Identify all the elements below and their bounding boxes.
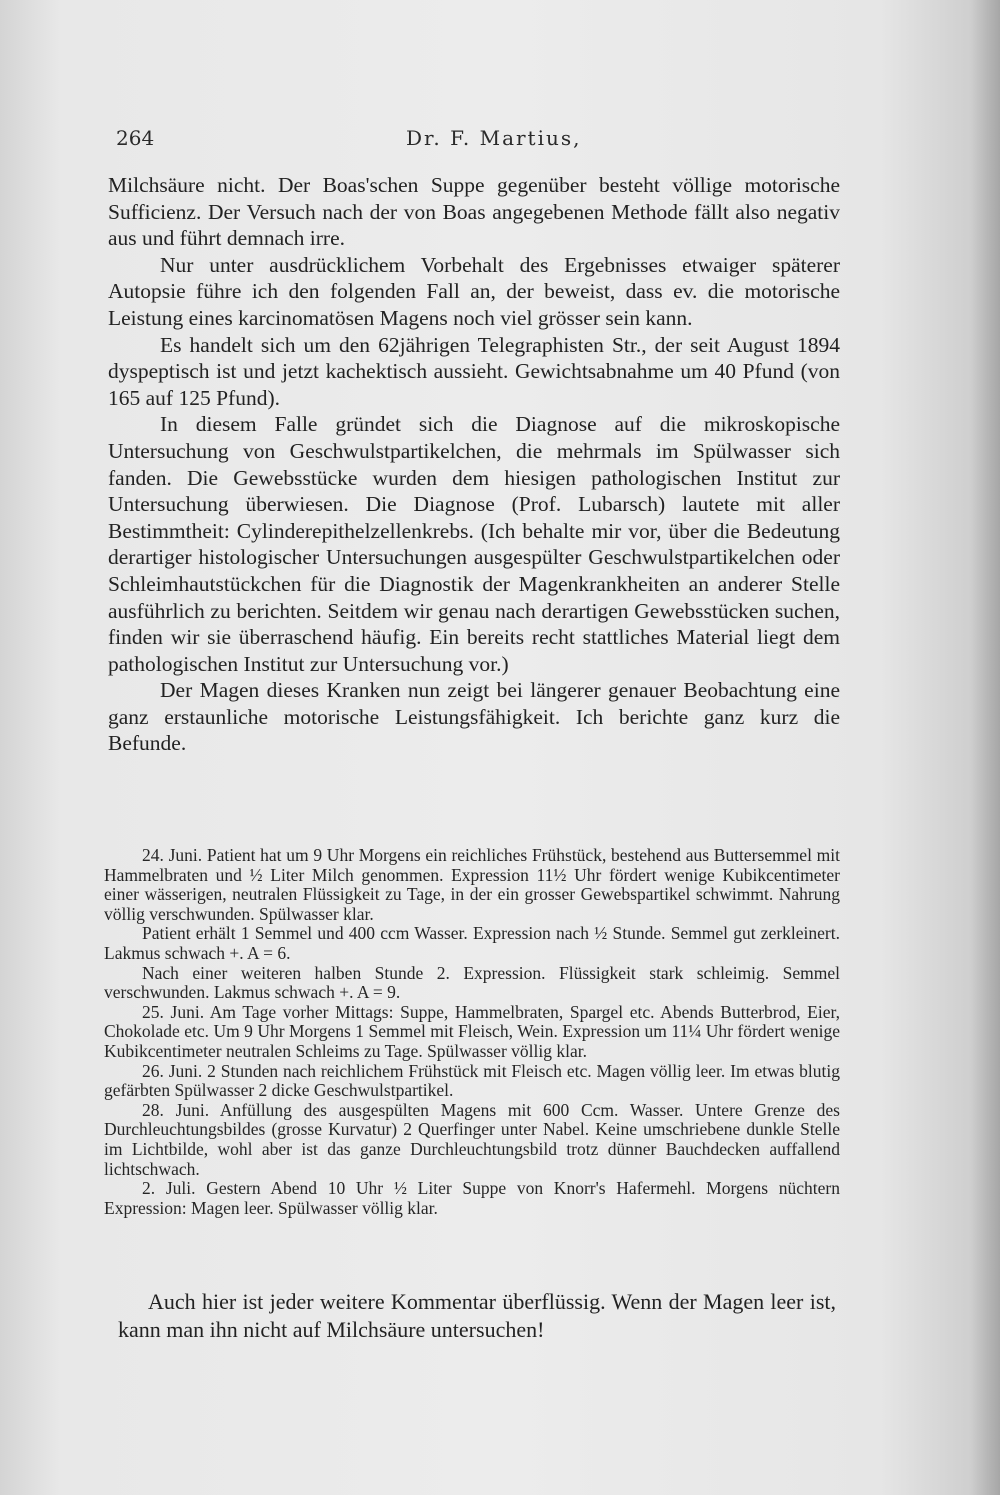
main-text bbox=[108, 172, 840, 757]
running-head: Dr. F. Martius, bbox=[406, 126, 582, 150]
page-number: 264 bbox=[116, 126, 155, 150]
paragraph: Nur unter ausdrücklichem Vorbehalt des Ergebnisses etwaiger späterer Autopsie führe ich den folgenden Fall an, der beweist, dass ev. die motorische Leistung eines karcinomatösen Magens noch viel grösser sein kann. bbox=[108, 252, 840, 330]
protocol-entry: Nach einer weiteren halben Stunde 2. Expression. Flüssigkeit stark schleimig. Semmel verschwunden. Lakmus schwach +. A = 9. bbox=[104, 962, 840, 1003]
case-protocol bbox=[104, 846, 840, 1218]
paragraph: Der Magen dieses Kranken nun zeigt bei längerer genauer Beobachtung eine ganz erstaunliche motorische Leistungsfähigkeit. Ich berichte ganz kurz die Befunde. bbox=[108, 678, 840, 756]
protocol-entry: 25. Juni. Am Tage vorher Mittags: Suppe, Hammelbraten, Spargel etc. Abends Butterbrod, Eier, Chokolade etc. Um 9 Uhr Morgens 1 Semmel mit Fleisch, Wein. Expression um 11¼ Uhr fördert wenige Kubikcentimeter neutralen Schleims zu Tage. Spülwasser völlig klar. bbox=[104, 1001, 840, 1061]
page-edge-shadow bbox=[970, 0, 1000, 1495]
page-header bbox=[116, 126, 836, 156]
protocol-entry: 28. Juni. Anfüllung des ausgespülten Magens mit 600 Ccm. Wasser. Untere Grenze des Durchleuchtungsbildes (grosse Kurvatur) 2 Querfinger unter Nabel. Keine umschriebene dunkle Stelle im Lichtbilde, wohl aber ist das ganze Durchleuchtungsbild trotz dünner Bauchdecken auffallend lichtschwach. bbox=[104, 1099, 840, 1179]
protocol-entry: Patient erhält 1 Semmel und 400 ccm Wasser. Expression nach ½ Stunde. Semmel gut zerkleinert. Lakmus schwach +. A = 6. bbox=[104, 923, 840, 963]
paragraph: In diesem Falle gründet sich die Diagnose auf die mikroskopische Untersuchung von Geschwulstpartikelchen, die mehrmals im Spülwasser sich fanden. Die Gewebsstücke wurden dem hiesigen pathologischen Institut zur Untersuchung überwiesen. Die Diagnose (Prof. Lubarsch) lautete mit aller Bestimmtheit: Cylinderepithelzellenkrebs. (Ich behalte mir vor, über die Bedeutung derartiger histologischer Untersuchungen ausgespülter Geschwulstpartikelchen oder Schleimhautstückchen für die Diagnostik der Magenkrankheiten an anderer Stelle ausführlich zu berichten. Seitdem wir genau nach derartigen Gewebsstücken suchen, finden wir sie überraschend häufig. Ein bereits recht stattliches Material liegt dem pathologischen Institut zur Untersuchung vor.) bbox=[108, 412, 840, 676]
protocol-entry: 26. Juni. 2 Stunden nach reichlichem Frühstück mit Fleisch etc. Magen völlig leer. Im etwas blutig gefärbten Spülwasser 2 dicke Geschwulstpartikel. bbox=[104, 1060, 840, 1101]
protocol-entry: 2. Juli. Gestern Abend 10 Uhr ½ Liter Suppe von Knorr's Hafermehl. Morgens nüchtern Expression: Magen leer. Spülwasser völlig klar. bbox=[104, 1178, 840, 1218]
closing-text bbox=[118, 1288, 836, 1344]
closing-paragraph: Auch hier ist jeder weitere Kommentar überflüssig. Wenn der Magen leer ist, kann man ihn nicht auf Milchsäure untersuchen! bbox=[118, 1289, 836, 1342]
paragraph: Es handelt sich um den 62jährigen Telegraphisten Str., der seit August 1894 dyspeptisch ist und jetzt kachektisch aussieht. Gewichtsabnahme um 40 Pfund (von 165 auf 125 Pfund). bbox=[108, 332, 840, 410]
protocol-entry: 24. Juni. Patient hat um 9 Uhr Morgens ein reichliches Frühstück, bestehend aus Buttersemmel mit Hammelbraten und ½ Liter Milch genommen. Expression 11½ Uhr fördert wenige Kubikcentimeter einer wässerigen, neutralen Flüssigkeit zu Tage, in der ein grosser Gewebspartikel schwimmt. Nahrung völlig verschwunden. Spülwasser klar. bbox=[104, 845, 840, 924]
paragraph: Milchsäure nicht. Der Boas'schen Suppe gegenüber besteht völlige motorische Sufficienz. Der Versuch nach der von Boas angegebenen Methode fällt also negativ aus und führt demnach irre. bbox=[108, 173, 840, 251]
